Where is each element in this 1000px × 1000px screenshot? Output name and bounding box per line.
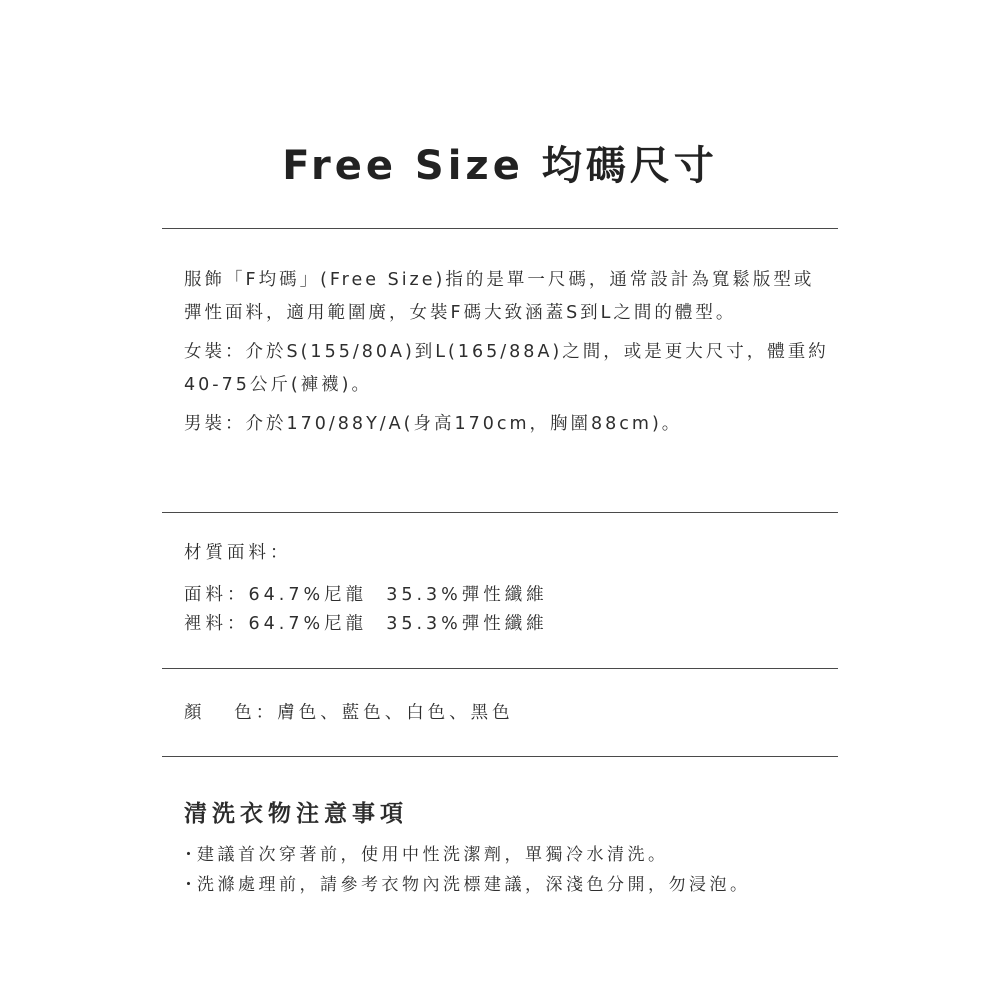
divider-material — [162, 512, 838, 513]
size-description-men: 男裝：介於170/88Y/A(身高170cm，胸圍88cm)。 — [184, 414, 683, 434]
divider-top — [162, 228, 838, 229]
size-description — [184, 264, 834, 441]
page-title: Free Size 均碼尺寸 — [282, 143, 718, 189]
divider-color — [162, 668, 838, 669]
care-list — [180, 840, 840, 900]
size-description-paragraph: 服飾「F均碼」(Free Size)指的是單一尺碼，通常設計為寬鬆版型或彈性面料，適用範圍廣，女裝F碼大致涵蓋S到L之間的體型。 — [184, 270, 815, 323]
divider-care — [162, 756, 838, 757]
size-description-women: 女裝：介於S(155/80A)到L(165/88A)之間，或是更大尺寸，體重約40-75公斤(褲襪)。 — [184, 342, 829, 395]
material-label: 材質面料： — [184, 543, 292, 563]
care-title: 清洗衣物注意事項 — [184, 801, 408, 827]
color-options: 顏 色：膚色、藍色、白色、黑色 — [184, 703, 514, 723]
material-outer-fabric: 面料：64.7%尼龍 35.3%彈性纖維 — [184, 585, 548, 605]
care-item-wash: ・ 建議首次穿著前，使用中性洗潔劑，單獨冷水清洗。 — [180, 840, 840, 870]
care-item-label: ・ 洗滌處理前，請參考衣物內洗標建議，深淺色分開，勿浸泡。 — [180, 870, 840, 900]
material-lining-fabric: 裡料：64.7%尼龍 35.3%彈性纖維 — [184, 614, 548, 634]
material-list — [184, 581, 548, 639]
